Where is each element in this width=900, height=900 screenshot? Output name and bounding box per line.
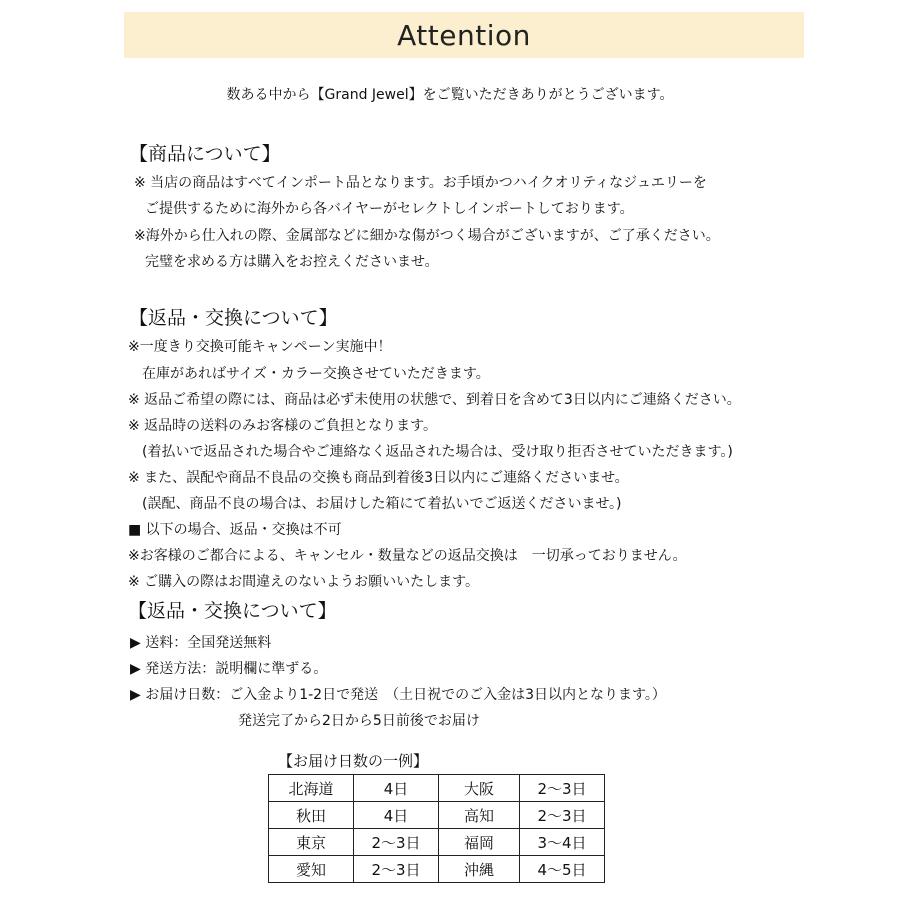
table-cell: 福岡: [439, 829, 520, 856]
table-cell: 高知: [439, 802, 520, 829]
returns-line-7: (誤配、商品不良の場合は、お届けした箱にて着払いでご返送くださいませ。): [142, 496, 622, 512]
table-cell: 2～3日: [354, 829, 439, 856]
table-cell: 秋田: [269, 802, 354, 829]
returns-heading: 【返品・交換について】: [129, 307, 338, 329]
returns-line-8: ■ 以下の場合、返品・交換は不可: [128, 522, 342, 538]
table-cell: 4～5日: [520, 856, 605, 883]
table-cell: 2～3日: [520, 802, 605, 829]
table-cell: 2～3日: [354, 856, 439, 883]
delivery-days-table: [268, 774, 605, 883]
table-row: [269, 856, 605, 883]
shipping-line-1: ▶ 送料：全国発送無料: [130, 635, 272, 651]
greeting-text: 数ある中から【Grand Jewel】をご覧いただきありがとうございます。: [226, 87, 674, 103]
table-cell: 4日: [354, 775, 439, 802]
returns-line-10: ※ ご購入の際はお間違えのないようお願いいたします。: [128, 574, 480, 590]
table-cell: 3～4日: [520, 829, 605, 856]
shipping-line-3: ▶ お届け日数：ご入金より1-2日で発送 （土日祝でのご入金は3日以内となります。）: [130, 687, 666, 703]
attention-banner: [124, 12, 804, 58]
table-cell: 東京: [269, 829, 354, 856]
delivery-table-caption: 【お届け日数の一例】: [278, 752, 429, 770]
table-cell: 沖縄: [439, 856, 520, 883]
product-heading: 【商品について】: [129, 143, 281, 165]
shipping-line-2: ▶ 発送方法：説明欄に準ずる。: [130, 661, 328, 677]
returns-line-6: ※ また、誤配や商品不良品の交換も商品到着後3日以内にご連絡くださいませ。: [128, 470, 629, 486]
returns-line-1: ※一度きり交換可能キャンペーン実施中！: [128, 339, 392, 355]
returns-line-2: 在庫があればサイズ・カラー交換させていただきます。: [142, 366, 490, 382]
product-line-4: 完璧を求める方は購入をお控えくださいませ。: [145, 254, 439, 270]
table-row: [269, 829, 605, 856]
table-cell: 大阪: [439, 775, 520, 802]
table-cell: 2～3日: [520, 775, 605, 802]
product-line-2: ご提供するために海外から各バイヤーがセレクトしインポートしております。: [145, 201, 634, 217]
table-row: [269, 775, 605, 802]
returns-line-5: (着払いで返品された場合やご連絡なく返品された場合は、受け取り拒否させていただきます。): [142, 444, 733, 460]
shipping-heading: 【返品・交換について】: [128, 600, 337, 622]
table-cell: 4日: [354, 802, 439, 829]
product-line-1: ※ 当店の商品はすべてインポート品となります。お手頃かつハイクオリティなジュエリーを: [134, 175, 707, 191]
table-cell: 愛知: [269, 856, 354, 883]
returns-line-9: ※お客様のご都合による、キャンセル・数量などの返品交換は 一切承っておりません。: [128, 548, 687, 564]
table-cell: 北海道: [269, 775, 354, 802]
shipping-line-4: 発送完了から2日から5日前後でお届け: [238, 713, 480, 729]
table-row: [269, 802, 605, 829]
returns-line-4: ※ 返品時の送料のみお客様のご負担となります。: [128, 418, 438, 434]
product-line-3: ※海外から仕入れの際、金属部などに細かな傷がつく場合がございますが、ご了承ください。: [134, 228, 720, 244]
banner-title: Attention: [397, 18, 531, 52]
returns-line-3: ※ 返品ご希望の際には、商品は必ず未使用の状態で、到着日を含めて3日以内にご連絡ください。: [128, 392, 741, 408]
